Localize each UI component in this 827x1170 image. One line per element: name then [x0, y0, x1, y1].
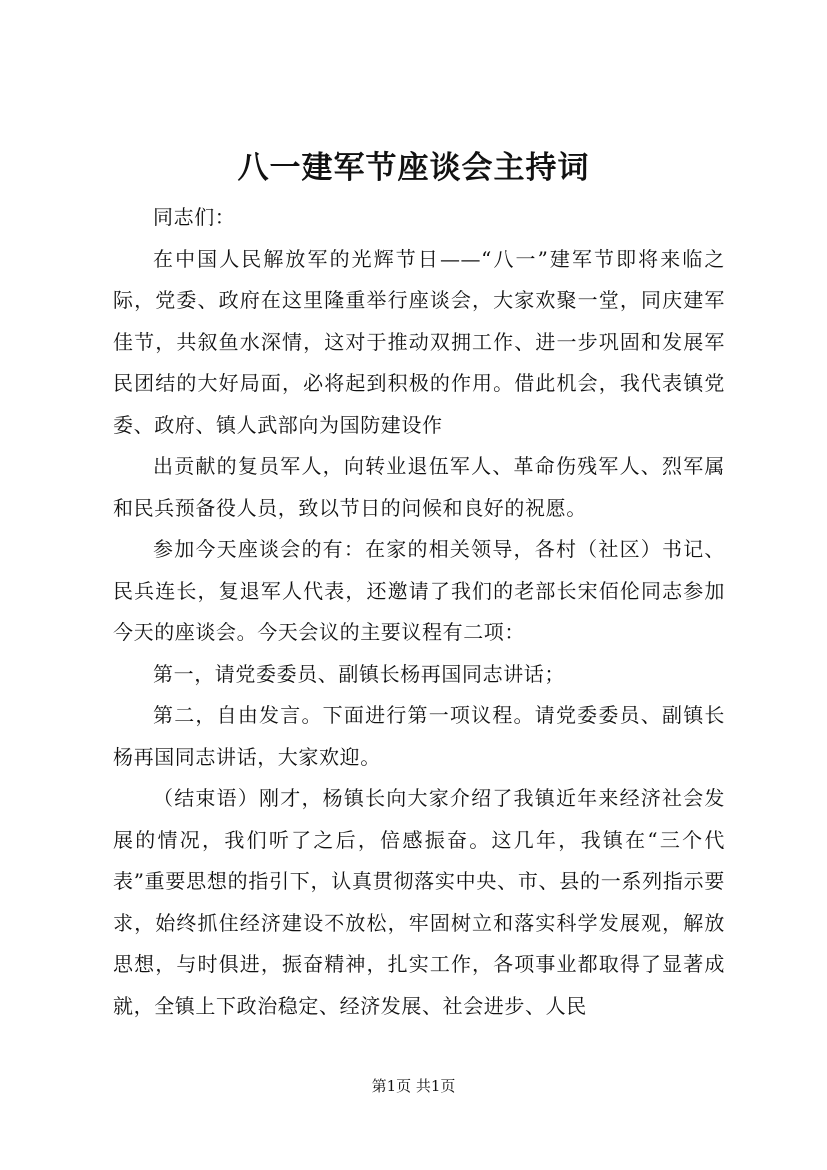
- paragraph-attendees: 参加今天座谈会的有：在家的相关领导，各村（社区）书记、民兵连长，复退军人代表，还邀请了我们的老部长宋佰伦同志参加今天的座谈会。今天会议的主要议程有二项：: [113, 537, 725, 644]
- document-title: 八一建军节座谈会主持词: [237, 150, 590, 186]
- paragraph-agenda-item-1: 第一，请党委委员、副镇长杨再国同志讲话；: [153, 661, 565, 686]
- paragraph-agenda-item-2: 第二，自由发言。下面进行第一项议程。请党委委员、副镇长杨再国同志讲话，大家欢迎。: [113, 703, 725, 769]
- paragraph-greeting: 同志们：: [153, 205, 236, 229]
- paragraph-opening: 在中国人民解放军的光辉节日——“八一”建军节即将来临之际，党委、政府在这里隆重举行座谈会，大家欢聚一堂，同庆建军佳节，共叙鱼水深情，这对于推动双拥工作、进一步巩固和发展军民团结的大好局面，必将起到积极的作用。借此机会，我代表镇党委、政府、镇人武部向为国防建设作: [113, 246, 725, 437]
- paragraph-closing: （结束语）刚才，杨镇长向大家介绍了我镇近年来经济社会发展的情况，我们听了之后，倍感振奋。这几年，我镇在“三个代表”重要思想的指引下，认真贯彻落实中央、市、县的一系列指示要求，始终抓住经济建设不放松，牢固树立和落实科学发展观，解放思想，与时俱进，振奋精神，扎实工作，各项事业都取得了显著成就，全镇上下政治稳定、经济发展、社会进步、人民: [113, 786, 725, 1018]
- paragraph-tribute: 出贡献的复员军人，向转业退伍军人、革命伤残军人、烈军属和民兵预备役人员，致以节日的问候和良好的祝愿。: [113, 454, 725, 520]
- document-body: [113, 197, 725, 1027]
- page-number-footer: 第1页 共1页: [371, 1077, 456, 1095]
